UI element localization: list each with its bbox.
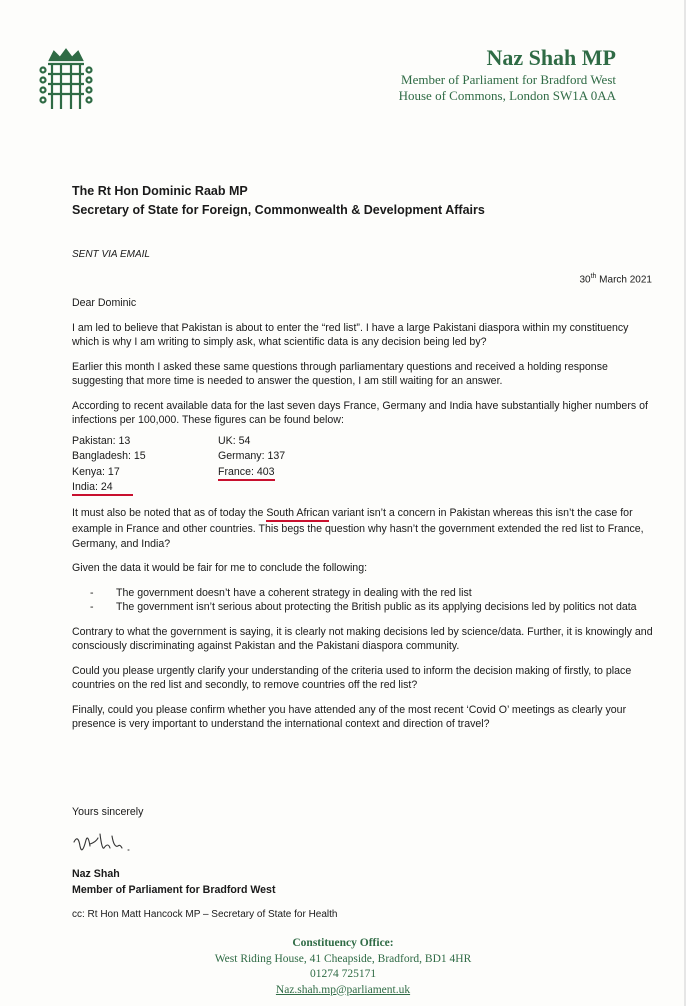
paragraph-1: I am led to believe that Pakistan is about to enter the “red list”. I have a large Pakistani diaspora within my constituency which is why I am writing to simply ask, what scientific data is any decision being led by? xyxy=(72,321,629,348)
paragraph-8: Finally, could you please confirm whether you have attended any of the most recent ‘Covid O’ meetings as clearly your presence is very important to understand the international context and direction of travel? xyxy=(72,703,627,730)
figure-india xyxy=(72,480,218,496)
list-item: - The government doesn’t have a coherent strategy in dealing with the red list xyxy=(90,586,656,601)
paragraph-2: Earlier this month I asked these same questions through parliamentary questions and received a holding response suggesting that more time is needed to answer the question, I am still waiting for an answer. xyxy=(72,360,608,387)
paragraph-3: According to recent available data for the last seven days France, Germany and India have substantially higher numbers of infections per 100,000. These figures can be found below: xyxy=(72,399,648,426)
figure-india-text: India: 24 xyxy=(72,481,133,496)
handwritten-signature xyxy=(72,832,142,860)
paragraph-5: Given the data it would be fair for me to conclude the following: xyxy=(72,562,368,574)
signer-name: Naz Shah xyxy=(72,868,120,880)
footer-phone: 01274 725171 xyxy=(309,968,377,980)
recipient-name: The Rt Hon Dominic Raab MP xyxy=(72,184,248,198)
figure-kenya: Kenya: 17 xyxy=(72,465,120,478)
figures-left-column xyxy=(72,434,218,496)
date-suffix: th xyxy=(590,273,597,280)
letterhead xyxy=(399,44,616,104)
closing: Yours sincerely xyxy=(72,806,144,818)
p4-before: It must also be noted that as of today the xyxy=(72,506,267,519)
recipient-block xyxy=(72,182,485,220)
paragraph-4 xyxy=(72,506,656,552)
figure-bangladesh: Bangladesh: 15 xyxy=(72,450,146,462)
salutation: Dear Dominic xyxy=(72,297,137,309)
letter-body xyxy=(72,296,656,742)
figure-pakistan: Pakistan: 13 xyxy=(72,434,131,447)
p4-highlight: South African xyxy=(266,506,329,523)
infection-figures xyxy=(72,434,656,496)
figures-right-column xyxy=(218,434,364,496)
paragraph-6: Contrary to what the government is saying, it is clearly not making decisions led by science/data. Further, it is knowingly and consciously discriminating against Pakistan and the Pakistani diaspora community. xyxy=(72,625,653,652)
figure-germany: Germany: 137 xyxy=(218,450,286,462)
mp-name: Naz Shah MP xyxy=(486,45,616,70)
constituency-footer xyxy=(0,936,686,998)
paragraph-7: Could you please urgently clarify your understanding of the criteria used to inform the decision making of firstly, to place countries on the red list and secondly, to remove countries off the red list? xyxy=(72,664,632,691)
mp-address: House of Commons, London SW1A 0AA xyxy=(398,88,616,103)
letter-date xyxy=(579,273,652,285)
recipient-title: Secretary of State for Foreign, Commonwealth & Development Affairs xyxy=(72,203,485,217)
date-rest: March 2021 xyxy=(596,274,652,286)
signer-block xyxy=(72,866,275,898)
figure-france xyxy=(218,465,364,481)
footer-address: West Riding House, 41 Cheapside, Bradford, BD1 4HR xyxy=(214,952,472,965)
list-item: - The government isn’t serious about protecting the British public as its applying decisions led by politics not data xyxy=(90,600,656,615)
p4-after: variant isn’t a concern in Pakistan whereas this isn’t the case for example in France and other countries. This begs the question why hasn’t the government extended the red list to France, Germany, and India? xyxy=(72,506,644,550)
conclusion-list xyxy=(90,586,656,615)
footer-title: Constituency Office: xyxy=(292,937,394,949)
mp-constituency: Member of Parliament for Bradford West xyxy=(401,72,616,87)
sent-via-label: SENT VIA EMAIL xyxy=(72,249,150,260)
figure-uk: UK: 54 xyxy=(218,434,251,447)
portcullis-logo-icon xyxy=(38,46,94,114)
footer-email-link[interactable]: Naz.shah.mp@parliament.uk xyxy=(275,983,411,996)
date-day: 30 xyxy=(579,274,591,286)
signer-title: Member of Parliament for Bradford West xyxy=(72,884,276,896)
cc-line: cc: Rt Hon Matt Hancock MP – Secretary of State for Health xyxy=(72,909,338,920)
figure-france-text: France: 403 xyxy=(218,466,275,481)
